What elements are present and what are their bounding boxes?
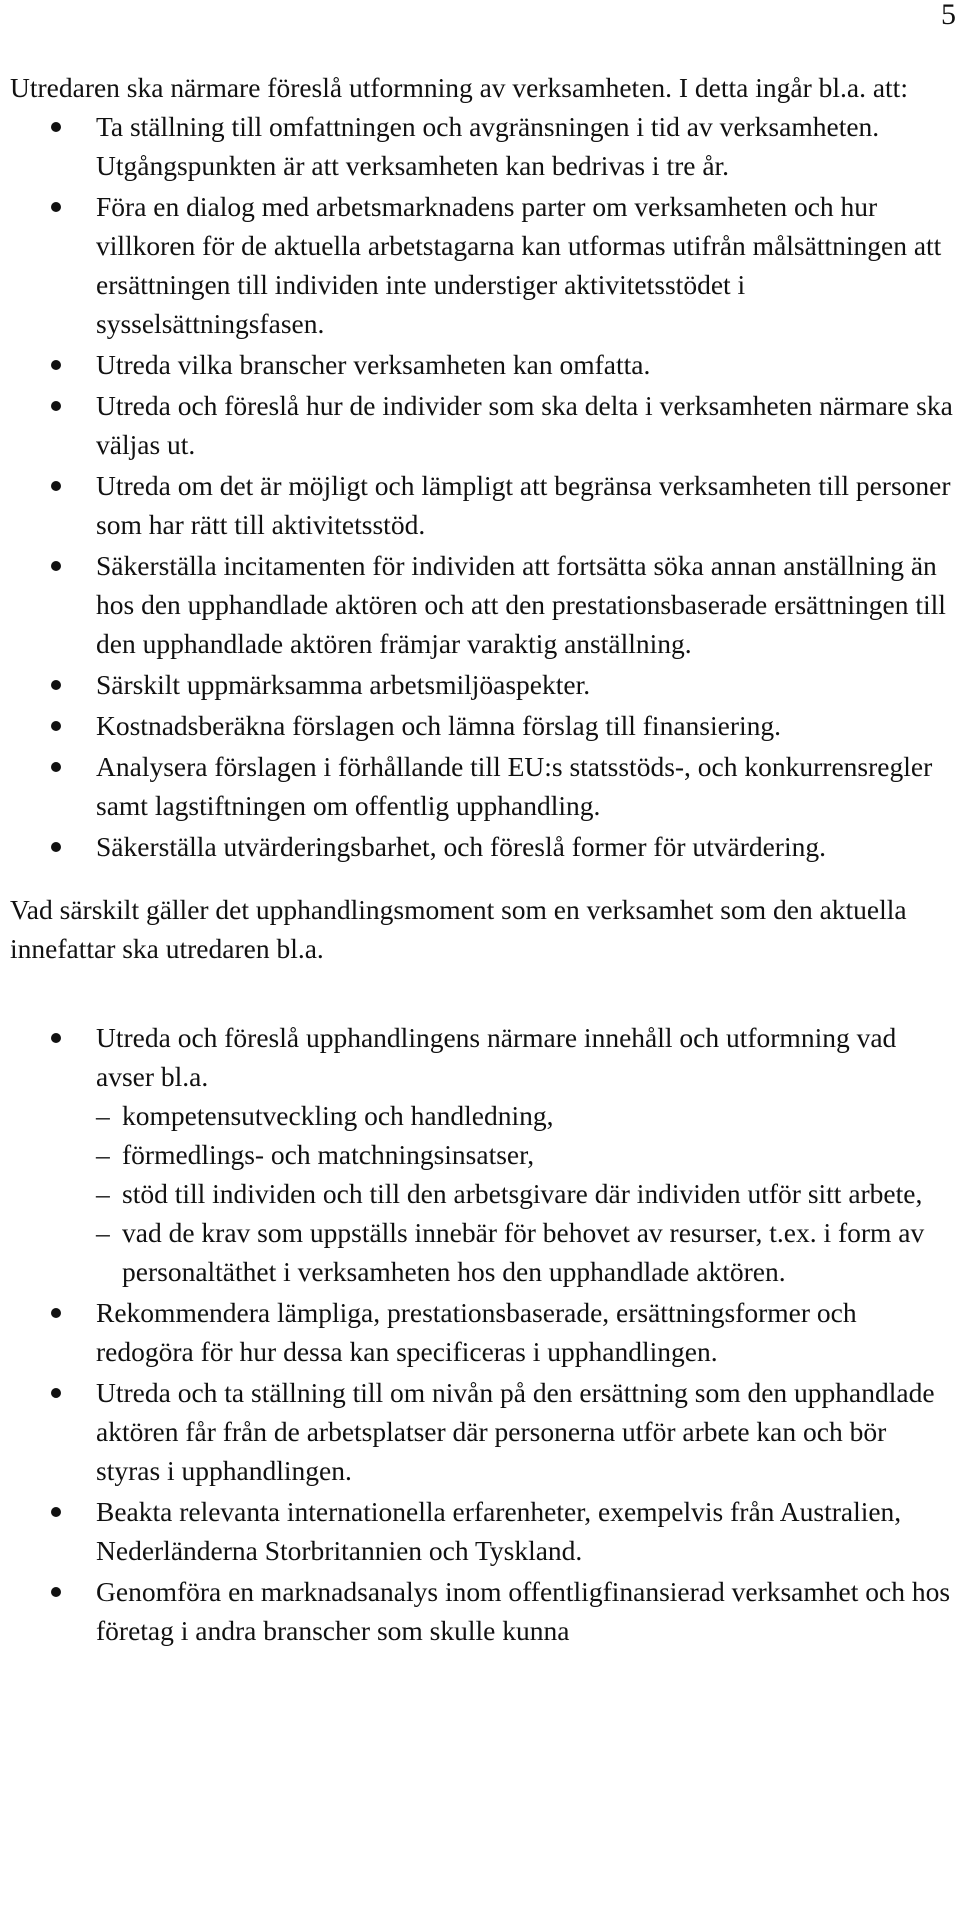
sub-list-item — [96, 1213, 955, 1291]
list-item-text: Särskilt uppmärksamma arbetsmiljöaspekter. — [96, 669, 591, 700]
bullet-icon — [51, 202, 61, 212]
list-item — [10, 107, 955, 185]
list-item-text: Kostnadsberäkna förslagen och lämna förslag till finansiering. — [96, 710, 782, 741]
sub-list-item-text: stöd till individen och till den arbetsgivare där individen utför sitt arbete, — [122, 1178, 923, 1209]
list-item — [10, 1293, 955, 1371]
list-item-text: Säkerställa utvärderingsbarhet, och föreslå former för utvärdering. — [96, 831, 826, 862]
sub-list-item-text: vad de krav som uppställs innebär för behovet av resurser, t.ex. i form av personaltäthet i verksamheten hos den upphandlade aktören. — [122, 1217, 925, 1287]
bullet-icon — [51, 762, 61, 772]
dash-marker: – — [96, 1139, 110, 1170]
bullet-icon — [51, 1507, 61, 1517]
section-spacer — [10, 968, 955, 1018]
bullet-icon — [51, 1308, 61, 1318]
sub-list-item — [96, 1135, 955, 1174]
dash-marker: – — [96, 1100, 110, 1131]
bullet-icon — [51, 721, 61, 731]
intro-paragraph: Utredaren ska närmare föreslå utformning av verksamheten. I detta ingår bl.a. att: — [10, 72, 908, 103]
first-bullet-list — [10, 107, 955, 866]
dash-marker: – — [96, 1178, 110, 1209]
list-item-text: Beakta relevanta internationella erfarenheter, exempelvis från Australien, Nederländerna Storbritannien och Tyskland. — [96, 1496, 902, 1566]
bullet-icon — [51, 122, 61, 132]
list-item-text: Utreda och ta ställning till om nivån på den ersättning som den upphandlade aktören får från de arbetsplatser där personerna utför arbete kan och bör styras i upphandlingen. — [96, 1377, 935, 1486]
bullet-icon — [51, 1033, 61, 1043]
bullet-icon — [51, 680, 61, 690]
bullet-icon — [51, 561, 61, 571]
dash-marker: – — [96, 1217, 110, 1248]
bullet-icon — [51, 481, 61, 491]
bullet-icon — [51, 401, 61, 411]
list-item — [10, 827, 955, 866]
sub-list-item-text: förmedlings- och matchningsinsatser, — [122, 1139, 535, 1170]
list-item-text: Analysera förslagen i förhållande till EU:s statsstöds-, och konkurrensregler samt lagstiftningen om offentlig upphandling. — [96, 751, 933, 821]
sub-list-item — [96, 1096, 955, 1135]
section-spacer — [10, 868, 955, 890]
second-bullet-list — [10, 1018, 955, 1650]
bullet-icon — [51, 842, 61, 852]
list-item-text: Utreda och föreslå upphandlingens närmare innehåll och utformning vad avser bl.a. — [96, 1022, 897, 1092]
bullet-icon — [51, 1587, 61, 1597]
list-item-text: Genomföra en marknadsanalys inom offentligfinansierad verksamhet och hos företag i andra branscher som skulle kunna — [96, 1576, 951, 1646]
list-item — [10, 1373, 955, 1490]
second-paragraph: Vad särskilt gäller det upphandlingsmoment som en verksamhet som den aktuella innefattar ska utredaren bl.a. — [10, 894, 907, 964]
list-item — [10, 1572, 955, 1650]
list-item-text: Rekommendera lämpliga, prestationsbaserade, ersättningsformer och redogöra för hur dessa kan specificeras i upphandlingen. — [96, 1297, 857, 1367]
document-content — [10, 68, 955, 1652]
list-item — [10, 665, 955, 704]
list-item-text: Utreda om det är möjligt och lämpligt att begränsa verksamheten till personer som har rätt till aktivitetsstöd. — [96, 470, 951, 540]
list-item — [10, 386, 955, 464]
list-item-text: Utreda och föreslå hur de individer som ska delta i verksamheten närmare ska väljas ut. — [96, 390, 953, 460]
sub-list-item — [96, 1174, 955, 1213]
list-item — [10, 345, 955, 384]
list-item — [10, 1492, 955, 1570]
list-item-text: Föra en dialog med arbetsmarknadens parter om verksamheten och hur villkoren för de aktuella arbetstagarna kan utformas utifrån målsättningen att ersättningen till individen inte understiger aktivitetsstödet i sysselsättningsfasen. — [96, 191, 942, 339]
list-item — [10, 1018, 955, 1291]
bullet-icon — [51, 360, 61, 370]
list-item — [10, 747, 955, 825]
list-item — [10, 706, 955, 745]
list-item-text: Ta ställning till omfattningen och avgränsningen i tid av verksamheten. Utgångspunkten är att verksamheten kan bedrivas i tre år. — [96, 111, 880, 181]
list-item — [10, 546, 955, 663]
sub-list-item-text: kompetensutveckling och handledning, — [122, 1100, 554, 1131]
list-item — [10, 187, 955, 343]
list-item-text: Säkerställa incitamenten för individen att fortsätta söka annan anställning än hos den upphandlade aktören och att den prestationsbaserade ersättningen till den upphandlade aktören främjar varaktig anställning. — [96, 550, 946, 659]
list-item — [10, 466, 955, 544]
list-item-text: Utreda vilka branscher verksamheten kan omfatta. — [96, 349, 651, 380]
bullet-icon — [51, 1388, 61, 1398]
page-number: 5 — [941, 0, 956, 31]
